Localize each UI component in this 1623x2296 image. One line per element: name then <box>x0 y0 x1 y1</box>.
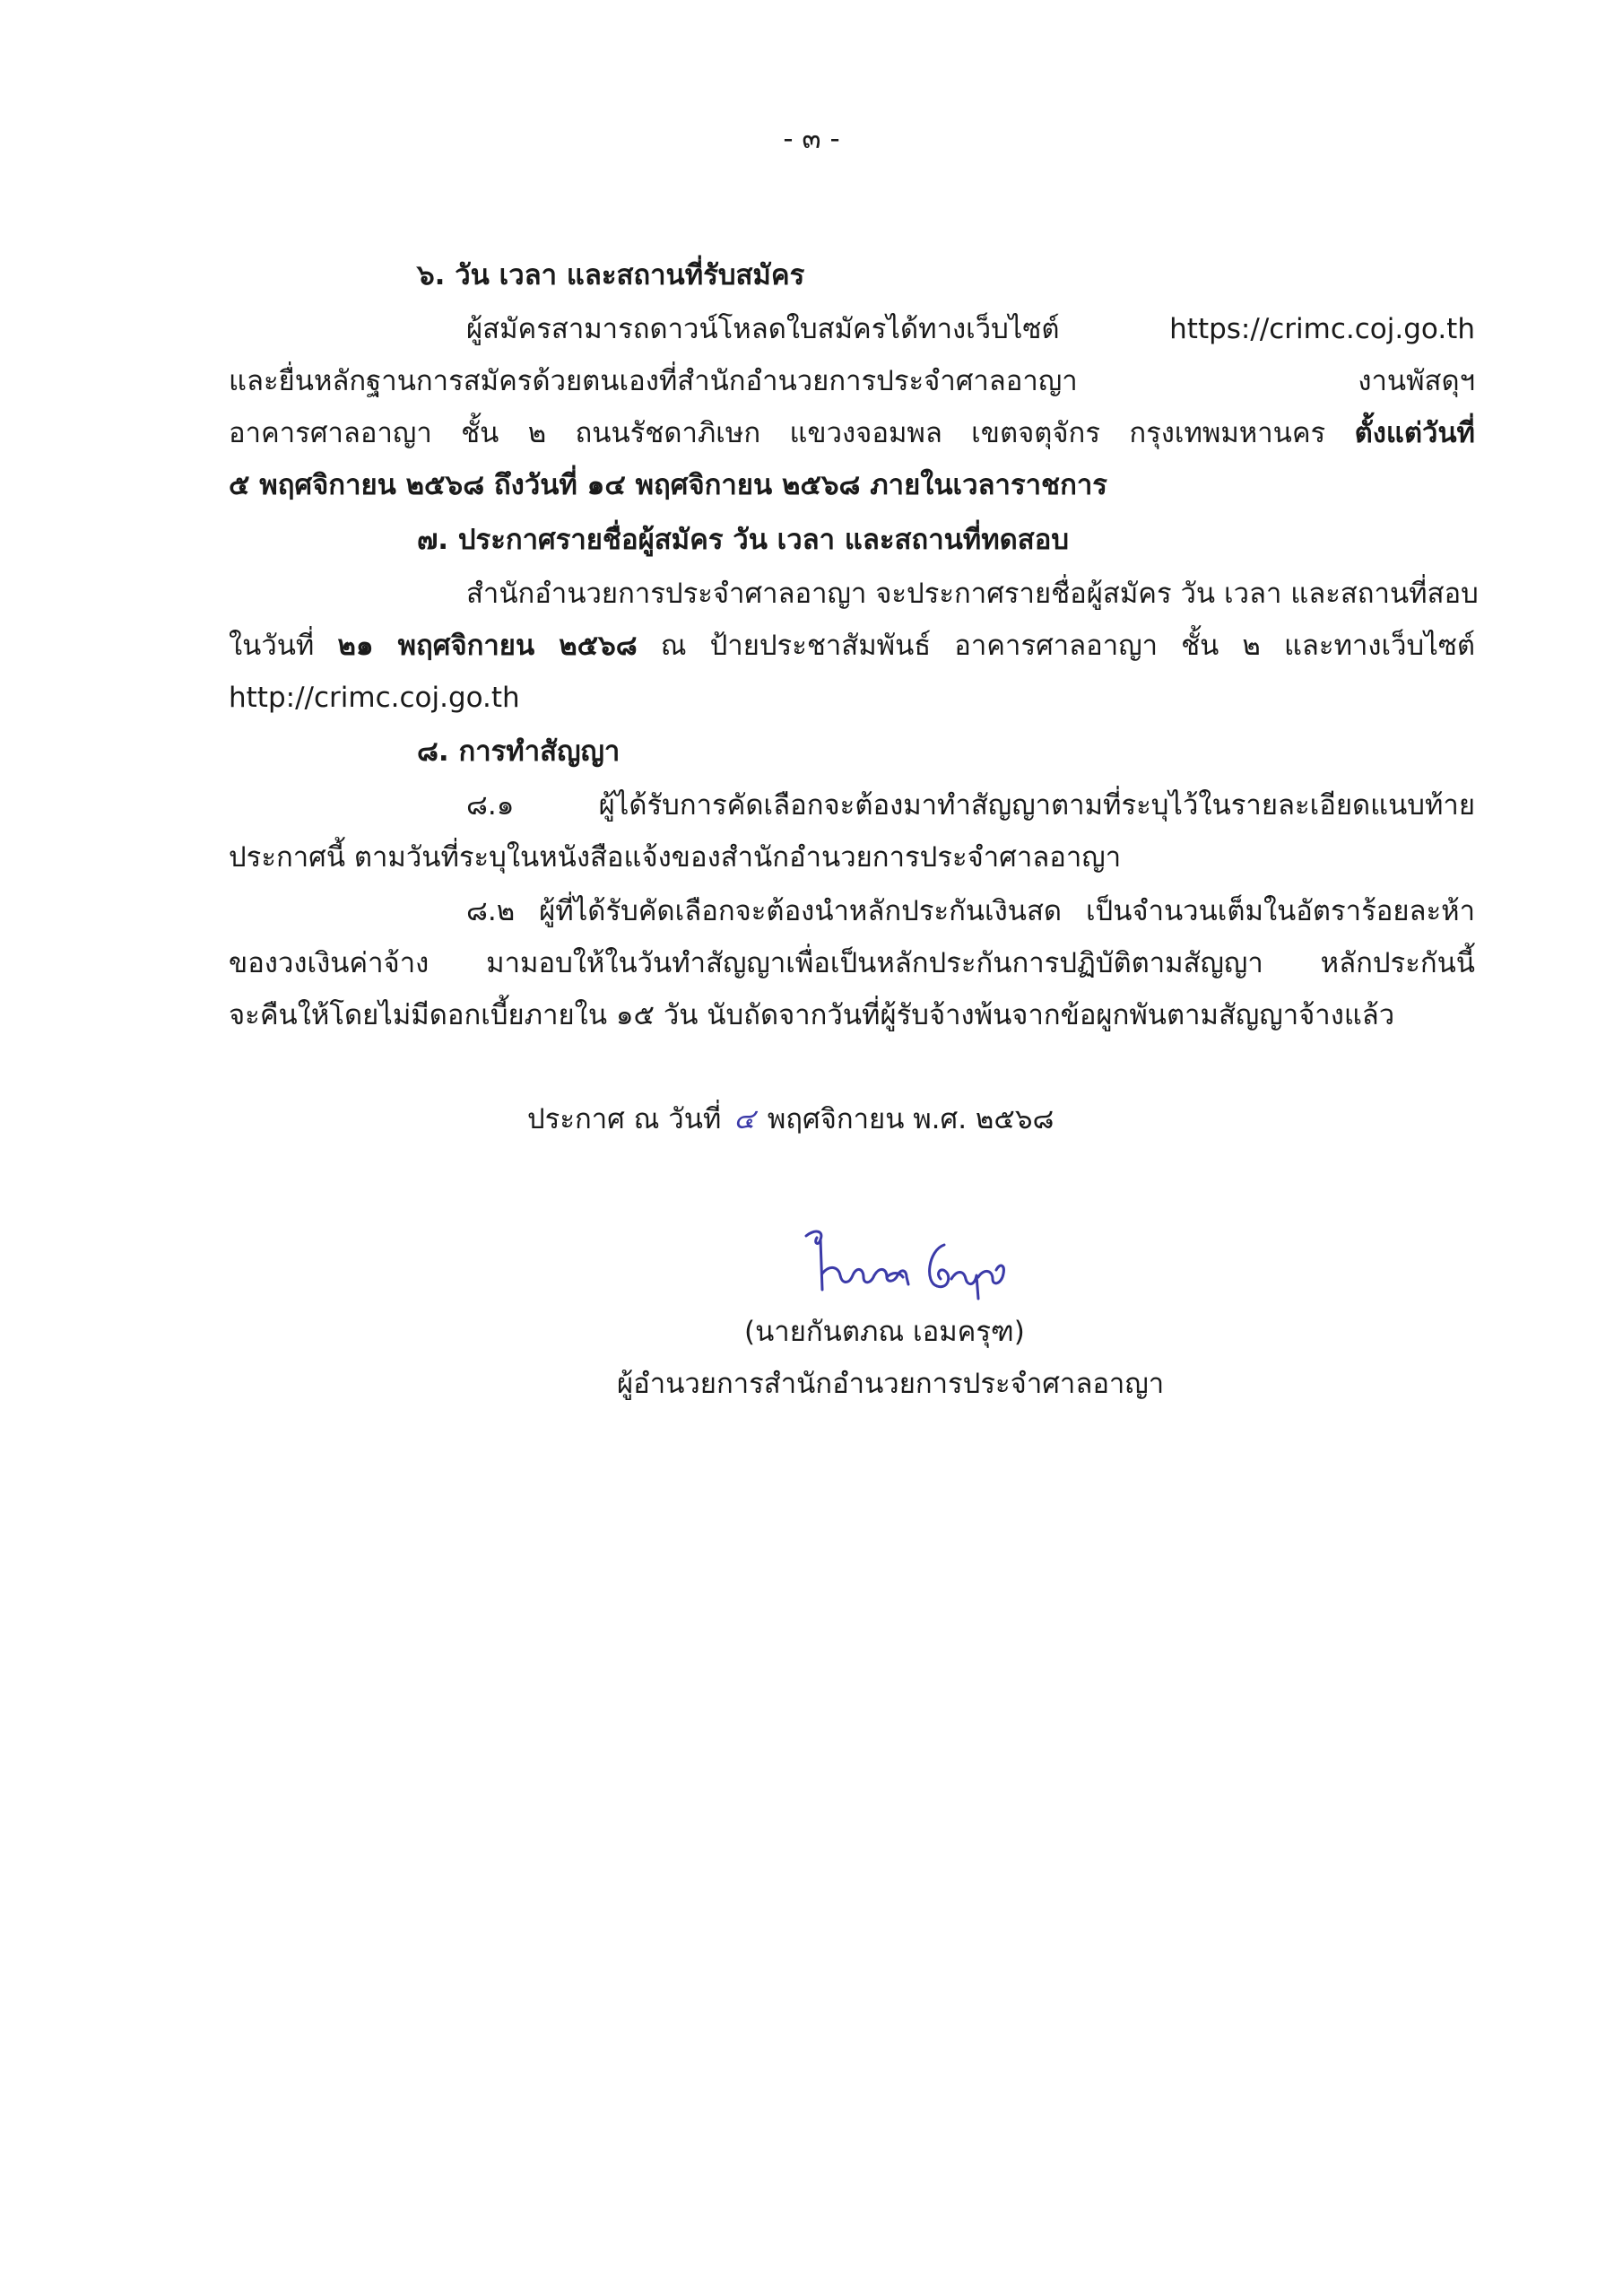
section-6-line-1: ผู้สมัครสามารถดาวน์โหลดใบสมัครได้ทางเว็บไซต์ https://crimc.coj.go.th <box>466 313 1475 345</box>
section-8-heading: ๘. การทำสัญญา <box>417 735 621 768</box>
section-8-1-line-1: ๘.๑ ผู้ได้รับการคัดเลือกจะต้องมาทำสัญญาตามที่ระบุไว้ในรายละเอียดแนบท้าย <box>466 789 1475 822</box>
section-6-line-3 <box>229 413 1475 453</box>
signatory-name: (นายกันตภณ เอมครุฑ) <box>744 1316 1025 1348</box>
announcement-suffix: พฤศจิกายน พ.ศ. ๒๕๖๘ <box>767 1103 1055 1135</box>
section-7-line-2-a: ในวันที่ <box>229 630 338 662</box>
handwritten-signature <box>794 1220 1027 1305</box>
section-8-2-line-2: ของวงเงินค่าจ้าง มามอบให้ในวันทำสัญญาเพื่อเป็นหลักประกันการปฏิบัติตามสัญญา หลักประกันนี้ <box>229 947 1475 979</box>
signatory-position: ผู้อำนวยการสำนักอำนวยการประจำศาลอาญา <box>617 1368 1165 1400</box>
section-6-heading: ๖. วัน เวลา และสถานที่รับสมัคร <box>417 259 805 291</box>
section-6-line-3-text: อาคารศาลอาญา ชั้น ๒ ถนนรัชดาภิเษก แขวงจอมพล เขตจตุจักร กรุงเทพมหานคร <box>229 417 1355 449</box>
section-6-line-4: ๕ พฤศจิกายน ๒๕๖๘ ถึงวันที่ ๑๔ พฤศจิกายน ๒๕๖๘ ภายในเวลาราชการ <box>229 469 1107 501</box>
section-7-url: http://crimc.coj.go.th <box>229 682 520 714</box>
section-8-2-line-3: จะคืนให้โดยไม่มีดอกเบี้ยภายใน ๑๕ วัน นับถัดจากวันที่ผู้รับจ้างพ้นจากข้อผูกพันตามสัญญาจ้างแล้ว <box>229 999 1395 1031</box>
section-7-line-2-b: ณ ป้ายประชาสัมพันธ์ อาคารศาลอาญา ชั้น ๒ และทางเว็บไซต์ <box>637 630 1475 662</box>
section-7-line-2 <box>229 626 1475 665</box>
section-7-line-1: สำนักอำนวยการประจำศาลอาญา จะประกาศรายชื่อผู้สมัคร วัน เวลา และสถานที่สอบ <box>466 578 1479 610</box>
section-6-line-2: และยื่นหลักฐานการสมัครด้วยตนเองที่สำนักอำนวยการประจำศาลอาญา งานพัสดุฯ <box>229 365 1475 397</box>
section-8-2-line-1: ๘.๒ ผู้ที่ได้รับคัดเลือกจะต้องนำหลักประกันเงินสด เป็นจำนวนเต็มในอัตราร้อยละห้า <box>466 895 1475 927</box>
announcement-date <box>527 1100 1054 1139</box>
page-number: - ๓ - <box>783 123 840 155</box>
section-8-1-line-2: ประกาศนี้ ตามวันที่ระบุในหนังสือแจ้งของสำนักอำนวยการประจำศาลอาญา <box>229 841 1122 874</box>
announcement-prefix: ประกาศ ณ วันที่ <box>527 1103 722 1135</box>
announcement-day-handwritten: ๔ <box>733 1103 755 1135</box>
section-6-line-3-bold: ตั้งแต่วันที่ <box>1354 417 1475 449</box>
section-7-heading: ๗. ประกาศรายชื่อผู้สมัคร วัน เวลา และสถานที่ทดสอบ <box>417 524 1070 556</box>
section-7-line-2-bold: ๒๑ พฤศจิกายน ๒๕๖๘ <box>337 630 638 662</box>
